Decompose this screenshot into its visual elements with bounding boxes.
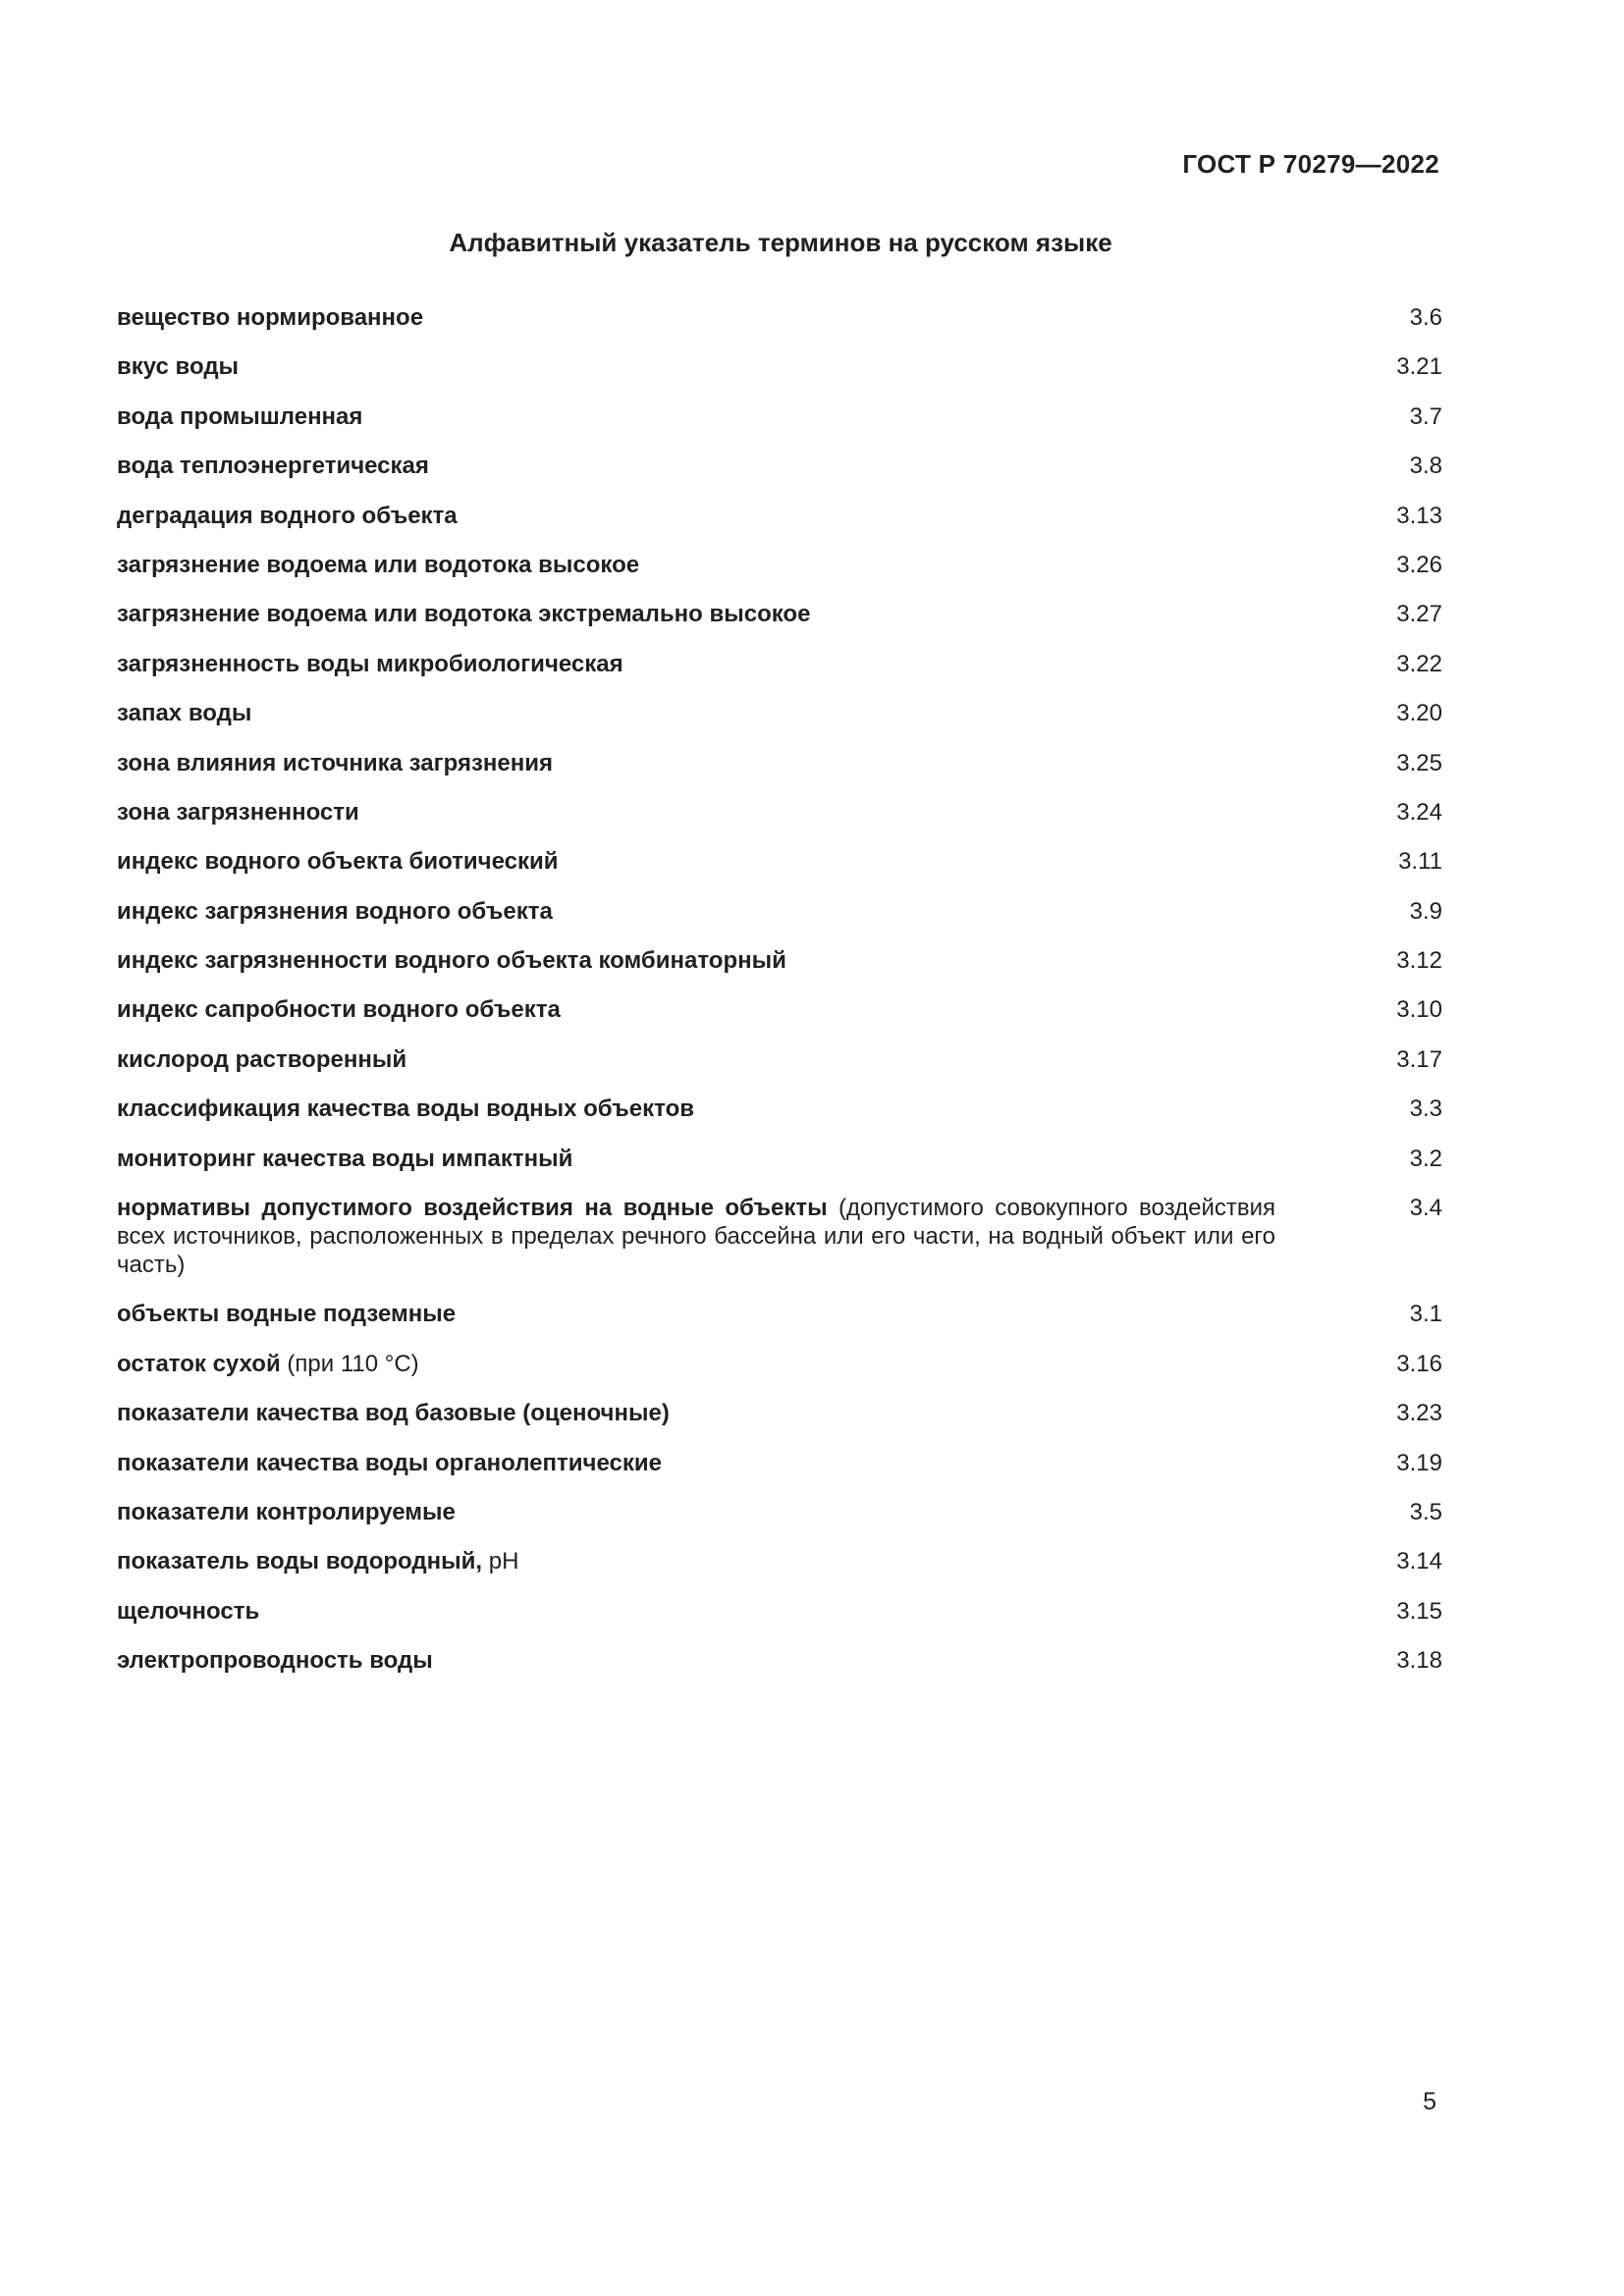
entry-number: 3.21: [1396, 353, 1442, 381]
index-entry: [117, 1646, 1442, 1675]
entry-number: 3.24: [1396, 798, 1442, 826]
entry-term: вода теплоэнергетическая: [117, 453, 429, 480]
entry-number: 3.12: [1396, 947, 1442, 975]
entry-term: запах воды: [117, 700, 252, 727]
entry-term: объекты водные подземные: [117, 1301, 457, 1328]
entry-number: 3.19: [1396, 1449, 1442, 1476]
entry-term: нормативы допустимого воздействия на водные объекты: [117, 1195, 828, 1222]
entry-number: 3.9: [1409, 897, 1442, 925]
index-entry: [117, 502, 1442, 530]
entry-number: 3.14: [1396, 1548, 1442, 1575]
entry-term: кислород растворенный: [117, 1045, 407, 1073]
entry-term: индекс сапробности водного объекта: [117, 996, 561, 1024]
entry-number: 3.18: [1396, 1647, 1442, 1675]
entry-term: загрязнение водоема или водотока высокое: [117, 551, 640, 578]
term-index-list: [117, 303, 1442, 1696]
index-entry: [117, 1350, 1442, 1378]
entry-term: загрязненность воды микробиологическая: [117, 650, 623, 677]
entry-number: 3.25: [1396, 749, 1442, 776]
entry-term: индекс водного объекта биотический: [117, 848, 559, 876]
index-title: Алфавитный указатель терминов на русском языке: [449, 228, 1112, 257]
index-entry: [117, 1449, 1442, 1477]
entry-number: 3.10: [1396, 996, 1442, 1024]
entry-number: 3.13: [1396, 502, 1442, 529]
entry-number: 3.5: [1409, 1498, 1442, 1525]
entry-number: 3.26: [1396, 551, 1442, 578]
entry-term: остаток сухой: [117, 1350, 281, 1377]
index-entry: [117, 1045, 1442, 1074]
entry-number: 3.3: [1409, 1095, 1442, 1123]
entry-term: показатели контролируемые: [117, 1498, 456, 1525]
entry-term: деградация водного объекта: [117, 502, 458, 529]
entry-term: индекс загрязненности водного объекта комбинаторный: [117, 947, 786, 975]
entry-term: показатели качества воды органолептические: [117, 1449, 662, 1476]
index-entry: [117, 600, 1442, 628]
entry-number: 3.20: [1396, 700, 1442, 727]
entry-note: (при 110 °С): [280, 1350, 419, 1377]
entry-note: (допустимого совокупного воздействия всех источников, расположенных в пределах речного бассейна или его части, на водный объект или его часть): [117, 1195, 1275, 1279]
entry-number: 3.15: [1396, 1597, 1442, 1625]
entry-term: показатели качества вод базовые (оценочные): [117, 1400, 670, 1427]
entry-number: 3.2: [1409, 1145, 1442, 1172]
entry-term: вкус воды: [117, 353, 240, 381]
index-entry: [117, 749, 1442, 777]
index-entry: [117, 650, 1442, 678]
entry-term: щелочность: [117, 1597, 260, 1625]
index-entry: [117, 551, 1442, 579]
entry-number: 3.4: [1409, 1195, 1442, 1222]
index-entry: [117, 1399, 1442, 1427]
entry-term: мониторинг качества воды импактный: [117, 1145, 573, 1172]
index-entry: [117, 303, 1442, 332]
index-entry: [117, 1300, 1442, 1328]
entry-number: 3.11: [1398, 848, 1442, 876]
index-entry: [117, 1145, 1442, 1173]
entry-term: вода промышленная: [117, 402, 363, 430]
index-entry: [117, 847, 1442, 876]
entry-number: 3.22: [1396, 650, 1442, 677]
index-entry: [117, 1597, 1442, 1626]
index-entry: [117, 995, 1442, 1024]
entry-number: 3.17: [1396, 1045, 1442, 1073]
index-entry: [117, 699, 1442, 727]
entry-note: pH: [482, 1548, 519, 1575]
entry-number: 3.7: [1409, 402, 1442, 430]
entry-number: 3.1: [1409, 1301, 1442, 1328]
entry-term: загрязнение водоема или водотока экстремально высокое: [117, 601, 811, 628]
entry-number: 3.16: [1396, 1350, 1442, 1377]
index-entry: [117, 1498, 1442, 1526]
entry-term: показатель воды водородный,: [117, 1548, 483, 1575]
index-entry: [117, 1547, 1442, 1575]
index-entry: [117, 798, 1442, 827]
index-entry: [117, 1194, 1442, 1279]
entry-term: электропроводность воды: [117, 1647, 433, 1675]
index-entry: [117, 946, 1442, 975]
entry-number: 3.6: [1409, 304, 1442, 331]
entry-term: зона влияния источника загрязнения: [117, 749, 554, 776]
index-entry: [117, 452, 1442, 480]
entry-term: классификация качества воды водных объектов: [117, 1095, 694, 1123]
entry-number: 3.8: [1409, 453, 1442, 480]
page-number: 5: [1423, 2088, 1436, 2115]
index-entry: [117, 897, 1442, 926]
index-entry: [117, 1095, 1442, 1123]
index-entry: [117, 352, 1442, 381]
document-code: ГОСТ Р 70279—2022: [1182, 149, 1439, 179]
entry-number: 3.27: [1396, 601, 1442, 628]
index-entry: [117, 402, 1442, 431]
entry-term: индекс загрязнения водного объекта: [117, 897, 553, 925]
entry-number: 3.23: [1396, 1400, 1442, 1427]
entry-term: зона загрязненности: [117, 798, 359, 826]
entry-term: вещество нормированное: [117, 304, 424, 331]
